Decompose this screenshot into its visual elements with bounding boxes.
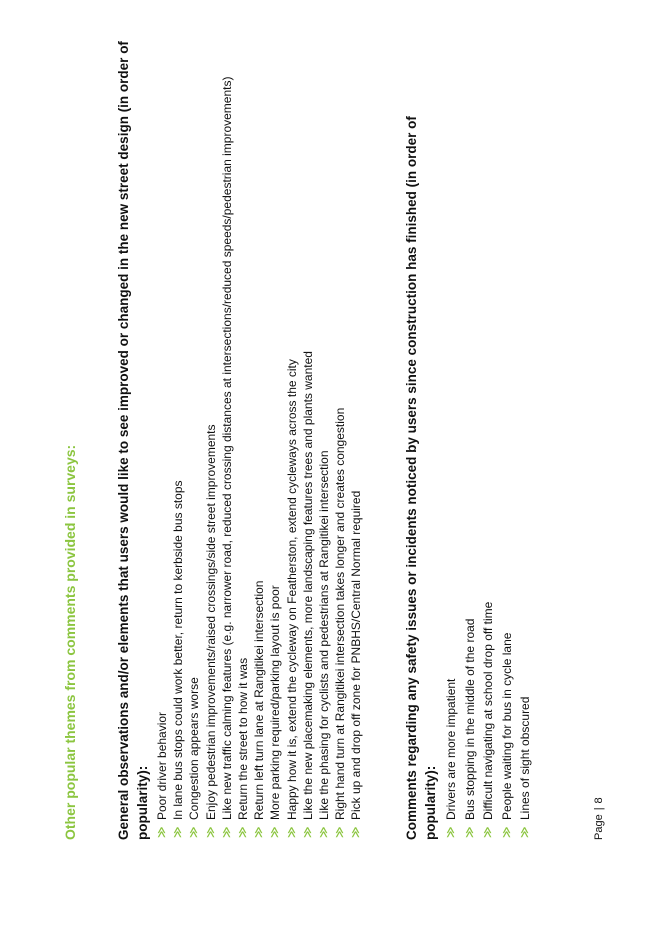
list-item <box>316 40 332 840</box>
page-number: 8 <box>593 797 605 804</box>
list-item-text: People waiting for bus in cycle lane <box>499 632 514 820</box>
list-item <box>284 40 300 840</box>
list-item <box>442 40 461 840</box>
page-label: Page <box>593 814 605 840</box>
list-item <box>203 40 219 840</box>
section-heading: Comments regarding any safety issues or incidents noticed by users since construction has finished (in order of popularity): <box>404 116 438 840</box>
list-item <box>170 40 186 840</box>
double-chevron-icon: ≫ <box>334 826 347 838</box>
list-item-text: In lane bus stops could work better, return to kerbside bus stops <box>171 480 186 820</box>
list-item-text: Congestion appears worse <box>187 677 202 820</box>
list-item-text: Right hand turn at Rangitikei intersection takes longer and creates congestion <box>333 407 348 820</box>
list-item <box>154 40 170 840</box>
double-chevron-icon: ≫ <box>301 826 314 838</box>
double-chevron-icon: ≫ <box>318 826 331 838</box>
list-item <box>332 40 348 840</box>
list-item <box>235 40 251 840</box>
double-chevron-icon: ≫ <box>519 826 532 838</box>
list-item-text: Enjoy pedestrian improvements/raised crossings/side street improvements <box>203 424 218 820</box>
safety-list <box>442 40 535 840</box>
double-chevron-icon: ≫ <box>237 826 250 838</box>
list-item-text: Like the new placemaking elements, more landscaping features trees and plants wanted <box>300 351 315 820</box>
list-item-text: Return left turn lane at Rangitikei intersection <box>252 580 267 820</box>
double-chevron-icon: ≫ <box>269 826 282 838</box>
section-general-observations <box>114 40 365 840</box>
double-chevron-icon: ≫ <box>350 826 363 838</box>
observations-list <box>154 40 365 840</box>
list-item <box>300 40 316 840</box>
section-heading: General observations and/or elements that users would like to see improved or changed in the new street design (in order of popularity): <box>116 41 150 840</box>
list-item-text: Like the phasing for cyclists and pedestrians at Rangitikei intersection <box>317 450 332 820</box>
list-item <box>267 40 283 840</box>
double-chevron-icon: ≫ <box>445 826 457 838</box>
list-item <box>461 40 480 840</box>
list-item-text: Lines of sight obscured <box>518 696 533 820</box>
list-item-text: Return the street to how it was <box>236 657 251 820</box>
list-item-text: Like new traffic calming features (e.g. narrower road, reduced crossing distances at intersections/reduced speeds/pedestrian improvements) <box>219 76 234 820</box>
double-chevron-icon: ≫ <box>285 826 298 838</box>
section-safety-comments <box>402 40 535 840</box>
double-chevron-icon: ≫ <box>220 826 233 838</box>
double-chevron-icon: ≫ <box>156 826 168 838</box>
list-item <box>516 40 535 840</box>
list-item-text: Poor driver behavior <box>155 711 169 820</box>
page-separator: | <box>593 807 605 811</box>
double-chevron-icon: ≫ <box>188 826 201 838</box>
list-item <box>479 40 498 840</box>
double-chevron-icon: ≫ <box>463 826 476 838</box>
double-chevron-icon: ≫ <box>172 826 185 838</box>
list-item-text: Pick up and drop off zone for PNBHS/Central Normal required <box>349 490 364 820</box>
list-item <box>348 40 364 840</box>
list-item <box>251 40 267 840</box>
list-item <box>498 40 517 840</box>
list-item-text: Happy how it is, extend the cycleway on Featherston, extend cycleways across the city <box>284 359 299 820</box>
list-item-text: Difficult navigating at school drop off time <box>481 601 496 820</box>
double-chevron-icon: ≫ <box>253 826 266 838</box>
list-item <box>186 40 202 840</box>
page-footer <box>593 797 605 840</box>
double-chevron-icon: ≫ <box>204 826 217 838</box>
page-title: Other popular themes from comments provided in surveys: <box>62 444 78 840</box>
list-item-text: More parking required/parking layout is poor <box>268 585 283 820</box>
double-chevron-icon: ≫ <box>500 826 513 838</box>
list-item <box>219 40 235 840</box>
double-chevron-icon: ≫ <box>482 826 495 838</box>
list-item-text: Drivers are more impatient <box>444 678 458 820</box>
list-item-text: Bus stopping in the middle of the road <box>462 618 477 820</box>
